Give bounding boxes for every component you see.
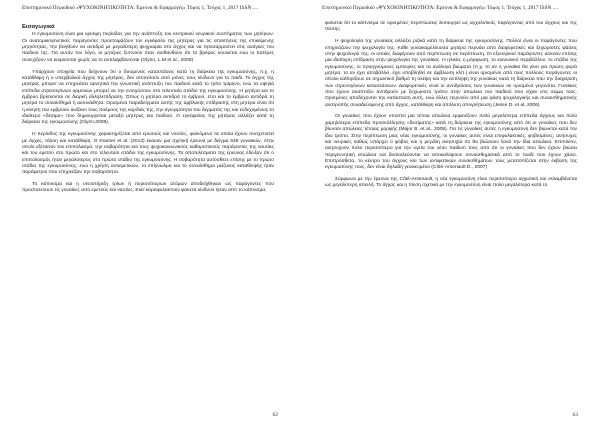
paragraph: Οι γυναίκες που έχουν υποστεί μια τέτοια απώλεια εμφανίζουν πολύ μεγαλύτερα επίπεδα άγχους και πολύ χαμηλότερα επίπεδα προσκόλλησης «δεσίματος» κατά τη διάρκεια της εγκυμοσύνης από ότι οι γυναίκες που δεν βίωσαν απώλειες τέτοιας μορφής (Major B. et al., 2009). Για τις γυναίκες αυτές η εγκυμοσύνη δεν βιώνεται κατά τον ίδιο τρόπο. Στην περίπτωση μιας νέας εγκυμοσύνης, οι γυναίκες αυτές είναι επιφυλακτικές, φοβισμένες, ανήσυχες και νευρικές καθώς υπάρχει ο φόβος και η μεγάλη ανησυχία ότι θα βιώσουν ξανά την ίδια απώλεια. Επιπλέον, ανησυχούν πολύ περισσότερο για την υγεία του νέου παιδιού τους από ότι οι γυναίκες που δεν έχουν βιώσει περιγεννητική απώλεια και δυσκολεύονται να αποκαλύψουν συναισθηματικά από το παιδί που έχουν χάσει. Επιπρόσθετα, το κέντρο του άγχους και των αντιφατικών συναισθημάτων τους μετατοπίζεται στην έκβαση της εγκυμοσύνης τους, δεν είναι δηλαδή γενικευμένο (Côté-Arsenault D., 2007) <box>325 114 577 171</box>
running-header: Επιστημονικό Περιοδικό «ΨΥΧΟΚΙΝΗΤΙΚΟΤΗΤΑ: Έρευνα & Εφαρμογές» Τόμος 1, Τεύχος 1, 2017 ISSN .... <box>22 5 258 11</box>
body-text <box>325 21 577 195</box>
paragraph: φαίνεται ότι το κάπνισμα σε ορισμένες περιπτώσεις λειτουργεί ως αγχολυτικός παράγοντας από του άγχους και της πίεσης. <box>325 21 577 33</box>
paragraph: Η εγκυμοσύνη είναι μια κρίσιμη περίοδος για την ανάπτυξη του κεντρικού νευρικού συστήματος των μητέρων. Οι ανατομικογενετικές παράγοντες προετοιμάζουν τον εγκέφαλο της μητέρας για τις απαιτήσεις της επικείμενης μητρότητας, την βοηθούν να αντιδρά με μεγαλύτερη ψυχραιμία στο άγχος και να προσαρμοστεί στις ανάγκες του παιδιού της. Για αυτόν τον λόγο, οι μητέρες ξυπνούν όταν αισθανθούν ότι το βρέφος κουνιέται ενώ οι πατέρες συνεχίζουν να κοιμούνται χωρίς να το αντιλαμβάνονται (Glynn, L.M et al., 2008) <box>22 32 274 63</box>
running-header: Επιστημονικό Περιοδικό «ΨΥΧΟΚΙΝΗΤΙΚΟΤΗΤΑ: Έρευνα & Εφαρμογές» Τόμος 1, Τεύχος 1, 2017 ISSN .... <box>322 5 558 11</box>
page-number: 63 <box>572 412 578 418</box>
paragraph: Η ψυχολογία της γυναίκας αλλάζει ριζικά κατά τη διάρκεια της εγκυμοσύνης. Πολλοί είναι οι παράγοντες που επηρεάζουν την ψυχολογία της. Κάθε γυναικαμέλλουσα μητέρα περνάει από διαφορετικές και ξεχωριστές φάσεις στην ψυχολογία της, οι οποίες διαφέρουν από περίπτωση σε περίπτωση. Οι εξωτερικοί παράγοντες ασκούν επίσης μια ιδιαίτερη επίδραση στην ψυχολογία της γυναίκας. Η ηλικία, η μόρφωση, το κοινωνικό περιβάλλον, το στάδιο της εγκυμοσύνης, οι προηγούμενες εμπειρίες και τα ανάλογα βιώματα (π.χ. το αν η γυναίκα θα γίνει για πρώτη φορά μητέρα, το αν έχει αποβάλλει, έχει υποβληθεί σε άμβλωση κλπ.) είναι ορισμένοι από τους πολλούς παράγοντες οι οποίοι καθορίζουν σε σημαντικό βαθμό τη σκέψη και την αντίληψη της γυναίκας κατά τη διάρκεια που την διαχείριση των στρεσογόνων καταστάσεων. Διαφορετικές είναι οι αντιδράσεις των γυναικών σε ορισμένα γεγονότα. Γυναίκες που έχουν αναπτύξει αντιδρούν με ξεχωριστό τρόπο στην απώλεια του παιδιού που είχαν στο σώμα τους. Ορισμένες αποδέχονται την κατάσταση αυτή, ενώ άλλες περνούν από μια φάση ψυχολογικής και συναισθηματικής ανατροπής συναδεύομενης από άγχος, κατάθλιψη και απόλυτη απογοήτευση (Jesse D. et al, 2006) <box>325 39 577 108</box>
right-page <box>300 0 600 424</box>
section-heading: Εισαγωγικά <box>22 24 55 30</box>
paragraph: Η περίοδος της εγκυμοσύνης χαρακτηρίζεται από ερωτούς και νουτίες, φαινόμενο τα οποία έχουν συσχετιστεί με άγχος, τάλση και κατάθλιψη. Ο Kramer et al. (2013) έκαναν μια σχετική έρευνα με δείγμα 648 γυναικών, στην οποίο εξέτασαν τον επιπολασμό, την σοβαρότητα και τους ψυχοκοινωνικούς καθοριστικούς παράγοντες της ναυτίας και του εμετού στο πρώτο και στο τελευταίο στάδιο της εγκυμοσύνης. Τα αποτελέσματα της έρευνας έδειξαν ότι ο επιπολασμός ήταν μεγαλύτερος στο πρώτο στάδιο της εγκυμοσύνης. Η σοβαρότητα αυτόσθετε επίσης με το πρώτο στάδιο της εγκυμοσύνης, ενώ η χρήση αντιεμετικών, το επίγνωλμα και το συναίσθημα μείζονος καταθλιψης ήταν παράμετροι που επηρεάζαν την σοβαρότητα. <box>22 132 274 176</box>
body-text <box>22 24 274 200</box>
paragraph: Υπάρχουν στοιχεία που δείχνουν ότι ο δυσμενείς καταστάσεις κατά τη διάρκεια της εγκυμοσύνης, π.χ. η κατάθλιψη ή ο υπερβολικό άγχος της μητέρας, δεν αποτελούν από μόνες τους κίνδυνο για το παιδί. Το άγχος της μητέρας μπορεί να επηρεάσει αρνητικά την γνωστική ανάπτυξη του παιδιού κατά το τρίτο τρίμηνο, ενώ τα υψηλά επίπεδα στρεσογόνων ορμονών μπορεί να την ενισχύσουν στο τελευταίο στάδιο της εγκυμοσύνης. Η μητέρα και το έμβρυο βρίσκονται σε διαρκή αλληλεπίδραση. Όπως η μητέρα αντιδρά το έμβρυο, έτσι και το έμβρυο αντιδρά τη μητέρα το συναίσθημά ή αισυνάιθητα. Ορισμένα παραδείγματα αυτής της αμβλυκής επίδρασης στη μητέρα είναι ότι η κίνηση του εμβρύου αυξάνει τους παλμούς της καρδιάς της, την αγωγιμότητα του δέρματός της και ενδεχομένως το ιδιαίτερο «δέσιμο» που δημιουργείται μεταξύ μητέρας και παιδιού. Ο εγκέφαλος της μητέρας αλλάζει κατά τη διάρκεια της εγκυμοσύνης (Glynn,2008). <box>22 69 274 126</box>
page-number: 62 <box>272 412 278 418</box>
paragraph: Σύμφωνα με την έρευνα της Côté-Arsenault, η νέα εγκυμοσύνη είναι περισσότερο αγχωτική και εκλαμβάνεται ως μεγαλύτερη απειλή. Το άγχος και η πίεση σχετικά με την εγκυμοσύνη είναι πολύ μεγαλύτερα κατά το <box>325 177 577 189</box>
paragraph: Το κάπνισμα και η υποστήριξη τρίων ή περισσότερων ατόμων αποδείχθηκαν ως παράγοντες που προστατεύουν τις γυναίκες από εμετούς και ναυτίες. Εκεί καραφυλακτούν φακετά κίνδυνο ήσαν από το κάπνισμα, <box>22 182 274 194</box>
